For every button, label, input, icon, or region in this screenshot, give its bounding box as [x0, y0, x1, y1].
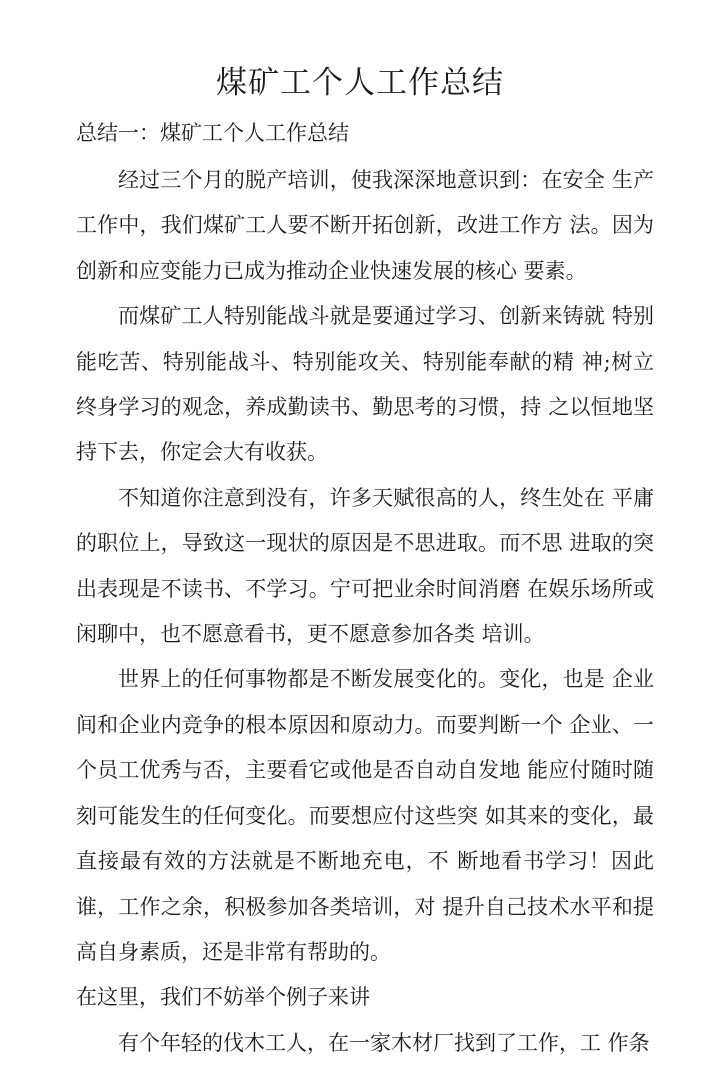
- document-body: [76, 158, 654, 1066]
- paragraph: 经过三个月的脱产培训，使我深深地意识到：在安全 生产工作中，我们煤矿工人要不断开拓创新，改进工作方 法。因为创新和应变能力已成为推动企业快速发展的核心 要素。: [76, 168, 654, 283]
- paragraph: 而煤矿工人特别能战斗就是要通过学习、创新来铸就 特别能吃苦、特别能战斗、特别能攻关、特别能奉献的精 神;树立终身学习的观念，养成勤读书、勤思考的习惯，持 之以恒地坚持下去，你定会大有收获。: [76, 304, 654, 465]
- section-heading: 总结一：煤矿工个人工作总结: [76, 121, 349, 145]
- paragraph: 在这里，我们不妨举个例子来讲: [76, 985, 370, 1010]
- paragraph: 不知道你注意到没有，许多天赋很高的人，终生处在 平庸的职位上，导致这一现状的原因是不思进取。而不思 进取的突出表现是不读书、不学习。宁可把业余时间消磨 在娱乐场所或闲聊中，也不愿意看书，更不愿意参加各类 培训。: [76, 485, 654, 647]
- document-title: 煤矿工个人工作总结: [216, 65, 504, 101]
- paragraph: 世界上的任何事物都是不断发展变化的。变化，也是 企业间和企业内竞争的根本原因和原动力。而要判断一个 企业、一个员工优秀与否，主要看它或他是否自动自发地 能应付随时随刻可能发生的任何变化。而要想应付这些突 如其来的变化，最直接最有效的方法就是不断地充电，不 断地看书学习！因此谁，工作之余，积极参加各类培训，对 提升自己技术水平和提高自身素质，还是非常有帮助的。: [76, 667, 654, 964]
- paragraph: 有个年轻的伐木工人，在一家木材厂找到了工作，工 作条: [118, 1030, 650, 1055]
